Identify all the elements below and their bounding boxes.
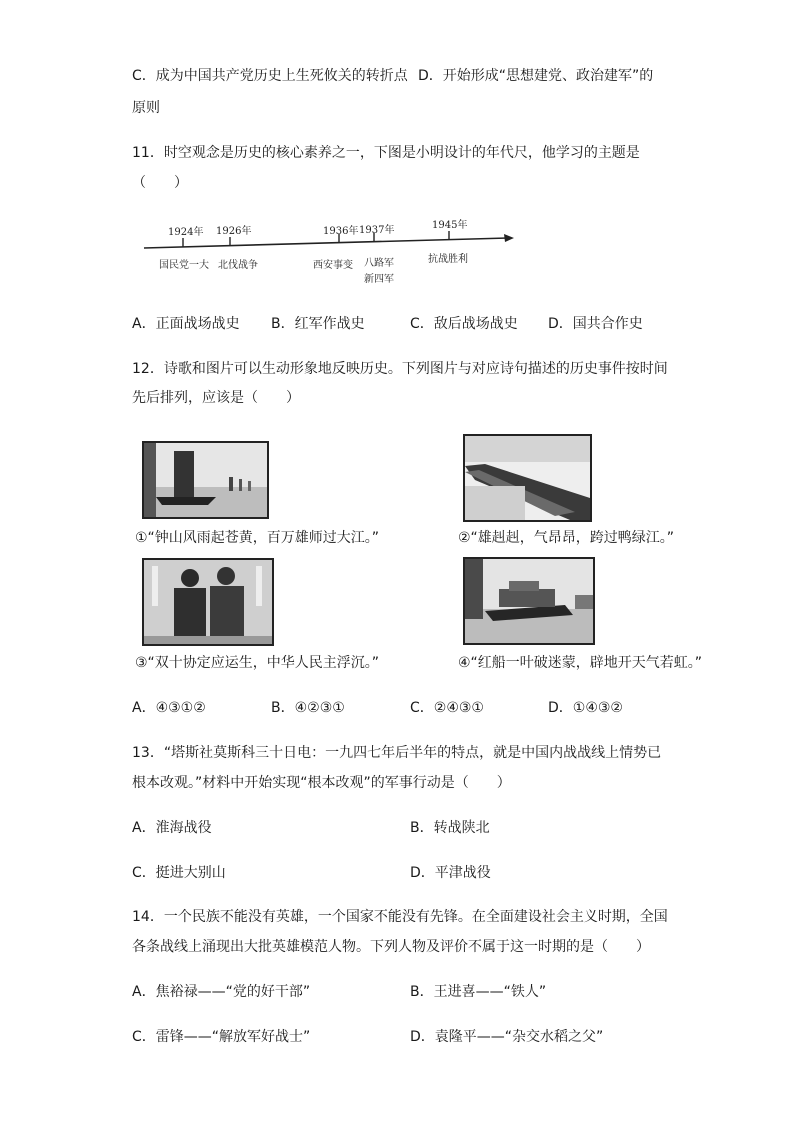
timeline-event-eighth-route-army: 八路军 [364, 258, 394, 269]
q11-option-b: B．红军作战史 [271, 316, 365, 332]
q14-option-b: B．王进喜——“铁人” [410, 984, 547, 1000]
q10-option-c: C．成为中国共产党历史上生死攸关的转折点 [132, 68, 408, 84]
q13-option-c: C．挺进大别山 [132, 865, 226, 881]
q12-option-b: B．④②③① [271, 700, 345, 716]
timeline-event-kmt-congress: 国民党一大 [159, 260, 209, 271]
timeline-event-new-fourth-army: 新四军 [364, 274, 394, 285]
q12-stem: 12．诗歌和图片可以生动形象地反映历史。下列图片与对应诗句描述的历史事件按时间 [132, 361, 668, 377]
timeline-axis [0, 0, 794, 300]
q10-option-d: D．开始形成“思想建党、政治建军”的 [418, 68, 654, 84]
q11-option-c: C．敌后战场战史 [410, 316, 518, 332]
q14-option-c: C．雷锋——“解放军好战士” [132, 1029, 311, 1045]
q11-stem: 11．时空观念是历史的核心素养之一，下图是小明设计的年代尺，他学习的主题是 [132, 145, 640, 161]
timeline-event-northern-expedition: 北伐战争 [218, 260, 258, 271]
photo-chongqing-negotiation-image [144, 560, 272, 644]
q10-option-d-continued: 原则 [132, 100, 160, 116]
q11-blank: （ ） [132, 175, 188, 191]
timeline-year-1945: 1945年 [432, 220, 468, 231]
timeline-year-1926: 1926年 [216, 226, 252, 237]
photo-chongqing-negotiation [142, 558, 274, 646]
q13-option-d: D．平津战役 [410, 865, 491, 881]
q12-caption-2: ②“雄赳赳，气昂昂，跨过鸭绿江。” [458, 530, 675, 546]
q11-option-a: A．正面战场战史 [132, 316, 240, 332]
q14-option-d: D．袁隆平——“杂交水稻之父” [410, 1029, 604, 1045]
photo-red-boat [463, 557, 595, 645]
q14-stem-continued: 各条战线上涌现出大批英雄模范人物。下列人物及评价不属于这一时期的是（ ） [132, 939, 650, 955]
q12-caption-1: ①“钟山风雨起苍黄，百万雄师过大江。” [135, 530, 380, 546]
q13-option-a: A．淮海战役 [132, 820, 212, 836]
timeline-event-war-victory: 抗战胜利 [428, 254, 468, 265]
q12-option-d: D．①④③② [548, 700, 623, 716]
q11-timeline [0, 0, 794, 300]
q12-caption-3: ③“双十协定应运生，中华人民主浮沉。” [135, 655, 380, 671]
photo-river-crossing-image [144, 443, 267, 517]
q12-caption-4: ④“红船一叶破迷蒙，辟地开天气若虹。” [458, 655, 703, 671]
photo-yalu-crossing-image [465, 436, 590, 520]
q11-option-d: D．国共合作史 [548, 316, 643, 332]
q12-stem-continued: 先后排列，应该是（ ） [132, 390, 300, 406]
q13-stem: 13．“塔斯社莫斯科三十日电：一九四七年后半年的特点，就是中国内战战线上情势已 [132, 745, 662, 761]
q13-stem-continued: 根本改观。”材料中开始实现“根本改观”的军事行动是（ ） [132, 775, 511, 791]
q12-option-c: C．②④③① [410, 700, 484, 716]
timeline-year-1936: 1936年 [323, 226, 359, 237]
q14-option-a: A．焦裕禄——“党的好干部” [132, 984, 311, 1000]
photo-red-boat-image [465, 559, 593, 643]
q14-stem: 14．一个民族不能没有英雄，一个国家不能没有先锋。在全面建设社会主义时期，全国 [132, 909, 668, 925]
q12-option-a: A．④③①② [132, 700, 206, 716]
timeline-year-1924: 1924年 [168, 227, 204, 238]
photo-river-crossing [142, 441, 269, 519]
timeline-year-1937: 1937年 [359, 225, 395, 236]
photo-yalu-crossing [463, 434, 592, 522]
q13-option-b: B．转战陕北 [410, 820, 490, 836]
timeline-event-xian-incident: 西安事变 [313, 260, 353, 271]
